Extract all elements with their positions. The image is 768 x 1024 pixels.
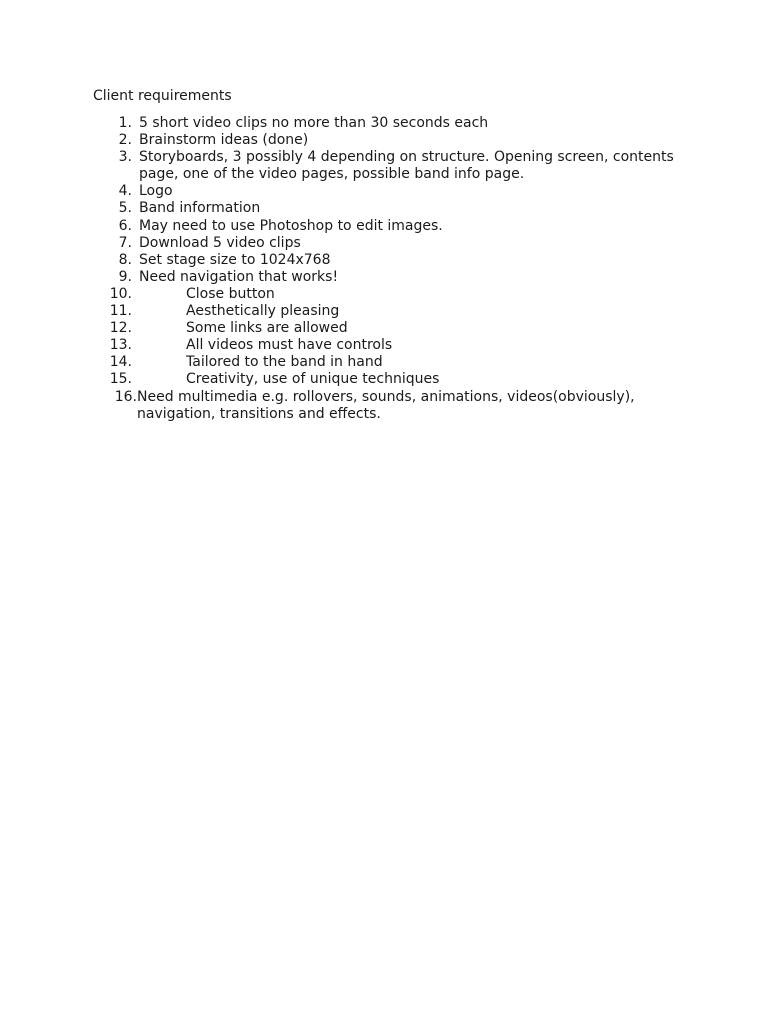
list-item-text: Set stage size to 1024x768	[139, 251, 331, 268]
list-item-number: 3.	[118, 149, 132, 166]
list-item-text: Tailored to the band in hand	[186, 354, 383, 371]
list-item	[93, 149, 713, 183]
list-item-number: 9.	[118, 268, 132, 285]
list-item-number: 5.	[118, 200, 132, 217]
list-item-text: All videos must have controls	[186, 337, 393, 354]
list-item	[93, 235, 713, 252]
list-item-text: Band information	[139, 200, 261, 217]
list-item-text: Storyboards, 3 possibly 4 depending on structure. Opening screen, contents page, one of the video pages, possible band info page.	[139, 149, 674, 183]
list-item-number: 12.	[109, 320, 132, 337]
list-item	[93, 337, 713, 354]
list-item-number: 4.	[118, 183, 132, 200]
list-item	[93, 354, 713, 371]
list-item-number: 16.	[114, 388, 137, 405]
list-item	[93, 218, 713, 235]
list-item	[93, 200, 713, 217]
list-item-number: 11.	[109, 303, 132, 320]
list-item	[93, 389, 713, 423]
list-item-number: 15.	[109, 371, 132, 388]
list-item	[93, 286, 713, 303]
list-item-number: 6.	[118, 217, 132, 234]
list-item-text: Creativity, use of unique techniques	[186, 371, 440, 388]
list-item-number: 8.	[118, 251, 132, 268]
list-item-text: Need multimedia e.g. rollovers, sounds, animations, videos(obviously), navigation, transitions and effects.	[137, 388, 635, 422]
list-item-text: Need navigation that works!	[139, 268, 339, 285]
list-item	[93, 252, 713, 269]
list-item-text: Aesthetically pleasing	[186, 303, 340, 320]
list-item-text: Close button	[186, 285, 275, 302]
list-item-number: 7.	[118, 234, 132, 251]
list-item	[93, 303, 713, 320]
document-heading: Client requirements	[93, 88, 232, 104]
list-item-text: Download 5 video clips	[139, 234, 301, 251]
list-item	[93, 115, 713, 132]
list-item-number: 1.	[118, 115, 132, 131]
list-item	[93, 183, 713, 200]
list-item	[93, 269, 713, 286]
list-item-text: Brainstorm ideas (done)	[139, 132, 309, 149]
list-item	[93, 371, 713, 388]
list-item-number: 13.	[109, 337, 132, 354]
list-item	[93, 320, 713, 337]
list-item-number: 10.	[109, 285, 132, 302]
list-item-text: Some links are allowed	[186, 320, 348, 337]
list-item-number: 14.	[109, 354, 132, 371]
list-item	[93, 132, 713, 149]
list-item-text: Logo	[139, 183, 173, 200]
list-item-text: 5 short video clips no more than 30 seconds each	[139, 115, 489, 131]
requirements-list	[93, 115, 713, 423]
list-item-text: May need to use Photoshop to edit images.	[139, 217, 443, 234]
list-item-number: 2.	[118, 132, 132, 149]
